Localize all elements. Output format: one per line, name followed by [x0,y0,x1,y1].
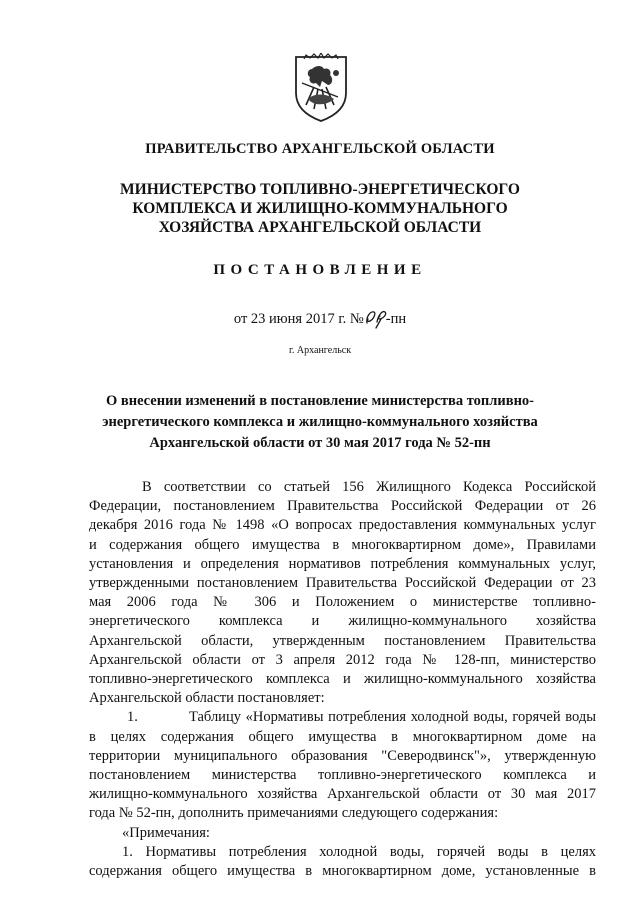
decree-title: ПОСТАНОВЛЕНИЕ [213,262,427,278]
notes-heading: «Примечания: [122,824,210,841]
ministry-title [0,180,640,237]
decree-subject [0,391,640,454]
text-line: утвержденными постановлением Правительства Российской Федерации от 23 [89,575,596,592]
text-line: и содержания общего имущества в многоквартирном доме», Правилами [89,536,596,553]
text-line: содержания общего имущества в многоквартирном доме, установленные в [89,863,596,880]
subject-line: энергетического комплекса и жилищно-коммунального хозяйства [102,414,538,430]
text-line: мая 2006 года № 306 и Положением о министерстве топливно- [89,594,596,611]
decree-body [89,478,596,881]
text-line: Архангельской области постановляет: [89,690,325,707]
text-line: энергетического комплекса и жилищно-коммунального хозяйства [89,613,596,630]
decree-date: от 23 июня 2017 г. № [233,311,364,327]
text-line: в целях содержания общего имущества в многоквартирном доме на [89,728,596,745]
text-line: постановлением министерства топливно-энергетического комплекса и [89,767,596,784]
text-line: территории муниципального образования "Северодвинск"», утвержденную [89,747,596,764]
handwritten-number-icon [364,311,386,325]
text-line: жилищно-коммунального хозяйства Архангельской области от 30 мая 2017 [89,786,596,803]
text-line: Архангельской области от 3 апреля 2012 года № 128-пп, министерство [89,651,596,668]
text-line: топливно-энергетического комплекса и жилищно-коммунального хозяйства [89,671,596,688]
decree-number-suffix: -пн [385,311,407,327]
government-title: ПРАВИТЕЛЬСТВО АРХАНГЕЛЬСКОЙ ОБЛАСТИ [145,141,495,157]
notes-section [89,824,596,882]
text-line: Архангельской области, утвержденным постановлением Правительства [89,632,596,649]
decree-date-line [0,311,640,328]
ministry-title-line: ХОЗЯЙСТВА АРХАНГЕЛЬСКОЙ ОБЛАСТИ [158,219,482,236]
preamble-paragraph [89,478,596,708]
text-line [89,708,596,727]
city-label: г. Архангельск [288,345,352,356]
item-number: 1. [127,709,138,726]
item-1-paragraph [89,708,596,823]
ministry-title-line: МИНИСТЕРСТВО ТОПЛИВНО-ЭНЕРГЕТИЧЕСКОГО [120,181,520,198]
text-line: декабря 2016 года № 1498 «О вопросах предоставления коммунальных услуг [89,517,596,534]
text-line: установления и определения нормативов потребления коммунальных услуг, [89,555,596,572]
ministry-title-line: КОМПЛЕКСА И ЖИЛИЩНО-КОММУНАЛЬНОГО [132,200,508,217]
text-line: года № 52-пн, дополнить примечаниями следующего содержания: [89,805,499,822]
text-line: Федерации, постановлением Правительства Российской Федерации от 26 [89,498,596,515]
text-line: 1. Нормативы потребления холодной воды, горячей воды в целях [122,843,596,860]
coat-of-arms-icon [292,53,350,123]
text-line: В соответствии со статьей 156 Жилищного Кодекса Российской [142,479,596,495]
subject-line: О внесении изменений в постановление министерства топливно- [105,393,535,409]
item-text: Таблицу «Нормативы потребления холодной воды, горячей воды [189,709,596,726]
subject-line: Архангельской области от 30 мая 2017 года № 52-пн [149,435,491,451]
